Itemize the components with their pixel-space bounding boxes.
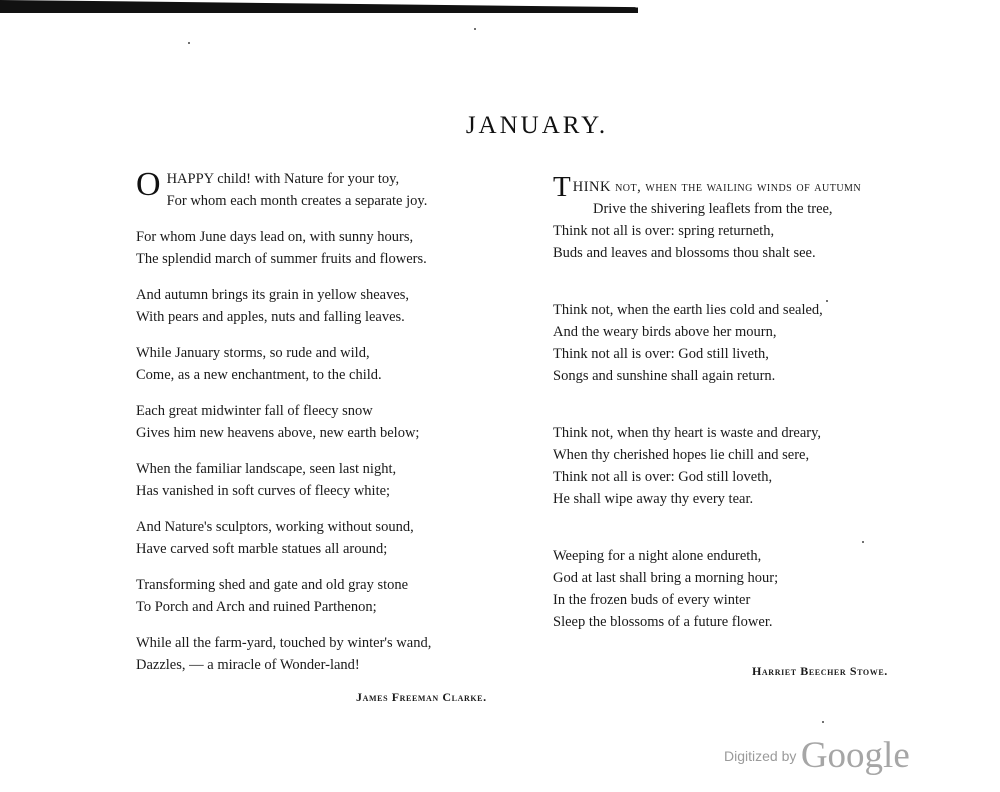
poem-line: God at last shall bring a morning hour;	[553, 570, 779, 586]
poem-line: Have carved soft marble statues all around;	[136, 541, 388, 557]
poem-line: Think not, when thy heart is waste and dreary,	[553, 425, 822, 441]
poem-line: Songs and sunshine shall again return.	[553, 368, 776, 384]
poem-line: To Porch and Arch and ruined Parthenon;	[136, 599, 377, 615]
drop-cap: T	[553, 171, 571, 203]
scan-speck	[822, 721, 824, 723]
poem-line: And Nature's sculptors, working without sound,	[136, 519, 414, 535]
poem-line: In the frozen buds of every winter	[553, 592, 751, 608]
poem-line: When thy cherished hopes lie chill and sere,	[553, 447, 810, 463]
author-credit: Harriet Beecher Stowe.	[752, 664, 888, 678]
author-credit: James Freeman Clarke.	[356, 690, 487, 704]
poem-stanza	[136, 226, 526, 270]
poem-line: Dazzles, — a miracle of Wonder-land!	[136, 657, 360, 673]
poem-line: Think not all is over: spring returneth,	[553, 223, 775, 239]
poem-line: Gives him new heavens above, new earth below;	[136, 425, 420, 441]
poem-line: With pears and apples, nuts and falling leaves.	[136, 309, 405, 325]
poem-stanza	[136, 284, 526, 328]
page-title: JANUARY.	[465, 112, 609, 139]
poem-stanza	[136, 168, 526, 212]
poem-stanza	[553, 545, 933, 633]
poem-line: And autumn brings its grain in yellow sheaves,	[136, 287, 410, 303]
poem-line: When the familiar landscape, seen last night,	[136, 461, 397, 477]
poem-stanza	[136, 632, 526, 676]
poem-line: Think not all is over: God still liveth,	[553, 346, 769, 362]
poem-line: While all the farm-yard, touched by winter's wand,	[136, 635, 432, 651]
scan-edge-bar	[0, 0, 638, 13]
google-logo: Google	[800, 735, 910, 776]
poem-line: Think not, when the earth lies cold and sealed,	[553, 302, 823, 318]
scan-speck	[188, 42, 190, 44]
poem-stanza	[136, 574, 526, 618]
poem-line-text: HINK not, when the wailing winds of autumn	[572, 179, 862, 195]
poem-line: Transforming shed and gate and old gray stone	[136, 577, 409, 593]
poem-line: While January storms, so rude and wild,	[136, 345, 370, 361]
poem-line: Has vanished in soft curves of fleecy white;	[136, 483, 391, 499]
poem-stanza	[136, 516, 526, 560]
poem-stanza	[553, 422, 933, 510]
poem-line: Sleep the blossoms of a future flower.	[553, 614, 773, 630]
poem-line: He shall wipe away thy every tear.	[553, 491, 754, 507]
poem-line: For whom each month creates a separate joy.	[166, 193, 428, 209]
drop-cap: O	[136, 166, 161, 203]
poem-line	[553, 171, 933, 203]
left-poem	[136, 168, 526, 676]
poem-stanza	[553, 171, 933, 264]
poem-stanza	[136, 458, 526, 502]
poem-line: And the weary birds above her mourn,	[553, 324, 777, 340]
poem-stanza	[553, 299, 933, 387]
poem-line: Drive the shivering leaflets from the tree,	[593, 201, 833, 217]
scan-speck	[474, 28, 476, 30]
poem-line: Think not all is over: God still loveth,	[553, 469, 773, 485]
poem-line: Buds and leaves and blossoms thou shalt see.	[553, 245, 816, 261]
poem-line: Weeping for a night alone endureth,	[553, 548, 762, 564]
right-poem	[553, 171, 933, 633]
digitized-watermark	[724, 734, 910, 777]
poem-line: Each great midwinter fall of fleecy snow	[136, 403, 373, 419]
poem-line: Come, as a new enchantment, to the child.	[136, 367, 382, 383]
poem-line: The splendid march of summer fruits and flowers.	[136, 251, 427, 267]
watermark-prefix: Digitized by	[724, 748, 797, 764]
poem-line: For whom June days lead on, with sunny hours,	[136, 229, 414, 245]
poem-stanza	[136, 400, 526, 444]
poem-stanza	[136, 342, 526, 386]
poem-line: HAPPY child! with Nature for your toy,	[166, 171, 400, 187]
